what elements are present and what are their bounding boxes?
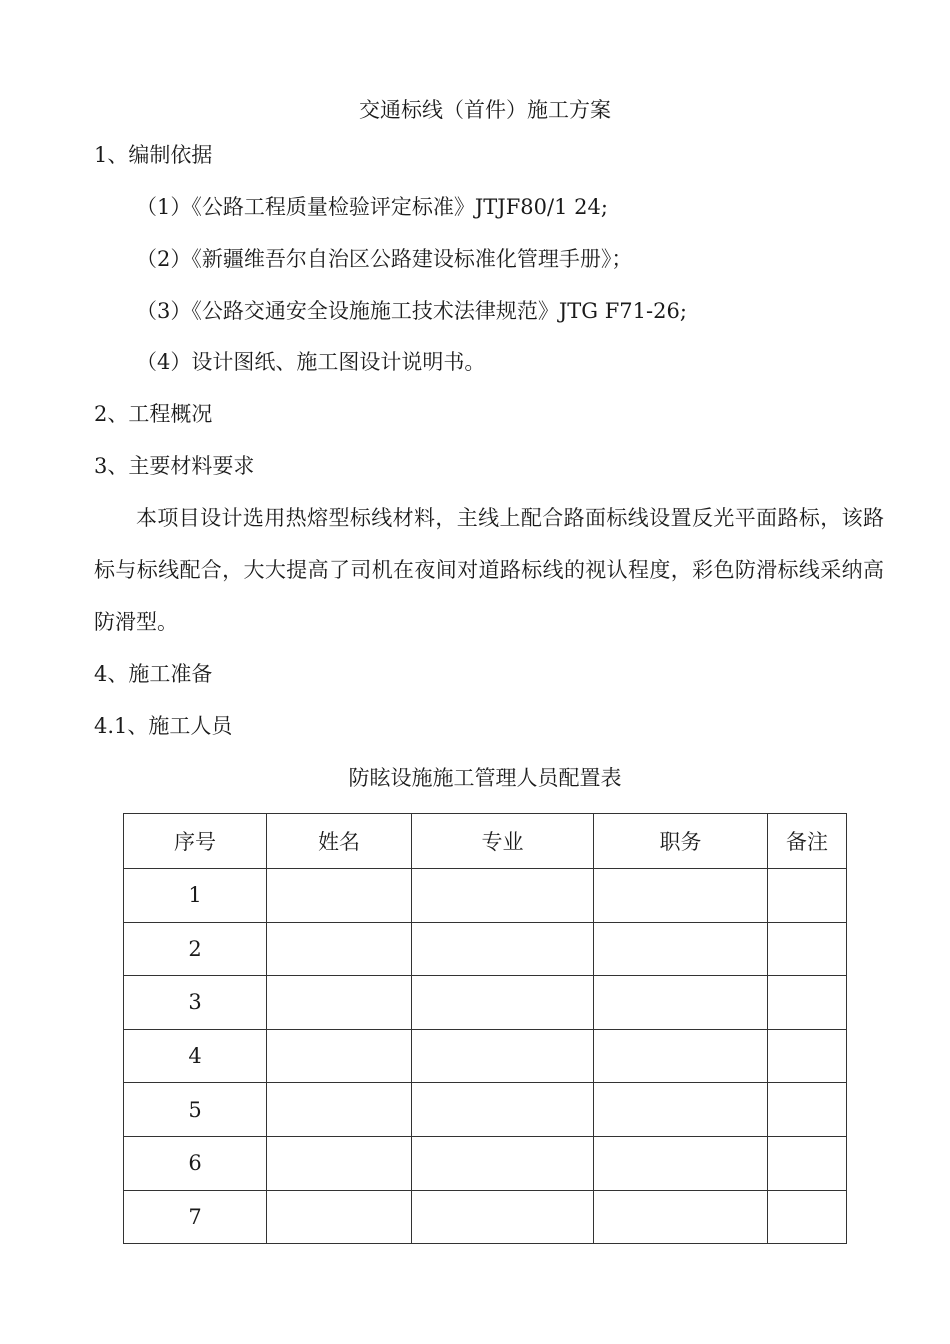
cell-name xyxy=(267,1029,412,1083)
cell-serial: 7 xyxy=(124,1190,267,1244)
cell-remarks xyxy=(768,1136,847,1190)
section-1-heading: 1、编制依据 xyxy=(94,143,213,167)
cell-name xyxy=(267,922,412,976)
table-row xyxy=(124,1190,847,1244)
staff-config-table xyxy=(123,813,847,1244)
cell-specialty xyxy=(412,1029,594,1083)
cell-position xyxy=(594,1083,768,1137)
cell-specialty xyxy=(412,1136,594,1190)
cell-remarks xyxy=(768,869,847,923)
materials-paragraph: 本项目设计选用热熔型标线材料，主线上配合路面标线设置反光平面路标，该路标与标线配合，大大提高了司机在夜间对道路标线的视认程度，彩色防滑标线采纳高防滑型。 xyxy=(94,506,884,634)
cell-serial: 5 xyxy=(124,1083,267,1137)
section-4-1-heading: 4.1、施工人员 xyxy=(94,714,233,738)
table-row xyxy=(124,869,847,923)
table-row xyxy=(124,1029,847,1083)
cell-position xyxy=(594,976,768,1030)
document-title: 交通标线（首件）施工方案 xyxy=(359,98,611,122)
reference-item-2: （2）《新疆维吾尔自治区公路建设标准化管理手册》； xyxy=(136,247,633,271)
cell-specialty xyxy=(412,922,594,976)
header-position: 职务 xyxy=(594,814,768,869)
header-specialty: 专业 xyxy=(412,814,594,869)
reference-item-4: （4）设计图纸、施工图设计说明书。 xyxy=(136,350,486,374)
cell-remarks xyxy=(768,1029,847,1083)
cell-name xyxy=(267,869,412,923)
cell-position xyxy=(594,869,768,923)
cell-specialty xyxy=(412,976,594,1030)
table-row xyxy=(124,1083,847,1137)
header-remarks: 备注 xyxy=(768,814,847,869)
section-4-heading: 4、施工准备 xyxy=(94,662,213,686)
table-row xyxy=(124,922,847,976)
cell-name xyxy=(267,976,412,1030)
cell-serial: 6 xyxy=(124,1136,267,1190)
section-3-heading: 3、主要材料要求 xyxy=(94,454,255,478)
cell-remarks xyxy=(768,1083,847,1137)
header-serial: 序号 xyxy=(124,814,267,869)
cell-serial: 1 xyxy=(124,869,267,923)
cell-name xyxy=(267,1083,412,1137)
cell-remarks xyxy=(768,1190,847,1244)
table-header-row xyxy=(124,814,847,869)
cell-specialty xyxy=(412,869,594,923)
cell-serial: 4 xyxy=(124,1029,267,1083)
cell-position xyxy=(594,1136,768,1190)
section-2-heading: 2、工程概况 xyxy=(94,402,213,426)
cell-position xyxy=(594,1190,768,1244)
cell-position xyxy=(594,922,768,976)
table-title: 防眩设施施工管理人员配置表 xyxy=(348,766,622,790)
cell-remarks xyxy=(768,922,847,976)
reference-item-3: （3）《公路交通安全设施施工技术法律规范》JTG F71-26; xyxy=(136,299,687,323)
table-row xyxy=(124,1136,847,1190)
table-row xyxy=(124,976,847,1030)
cell-serial: 3 xyxy=(124,976,267,1030)
reference-item-1: （1）《公路工程质量检验评定标准》JTJF80/1 24; xyxy=(136,195,608,219)
cell-remarks xyxy=(768,976,847,1030)
cell-name xyxy=(267,1136,412,1190)
cell-specialty xyxy=(412,1083,594,1137)
header-name: 姓名 xyxy=(267,814,412,869)
cell-position xyxy=(594,1029,768,1083)
cell-specialty xyxy=(412,1190,594,1244)
cell-serial: 2 xyxy=(124,922,267,976)
cell-name xyxy=(267,1190,412,1244)
